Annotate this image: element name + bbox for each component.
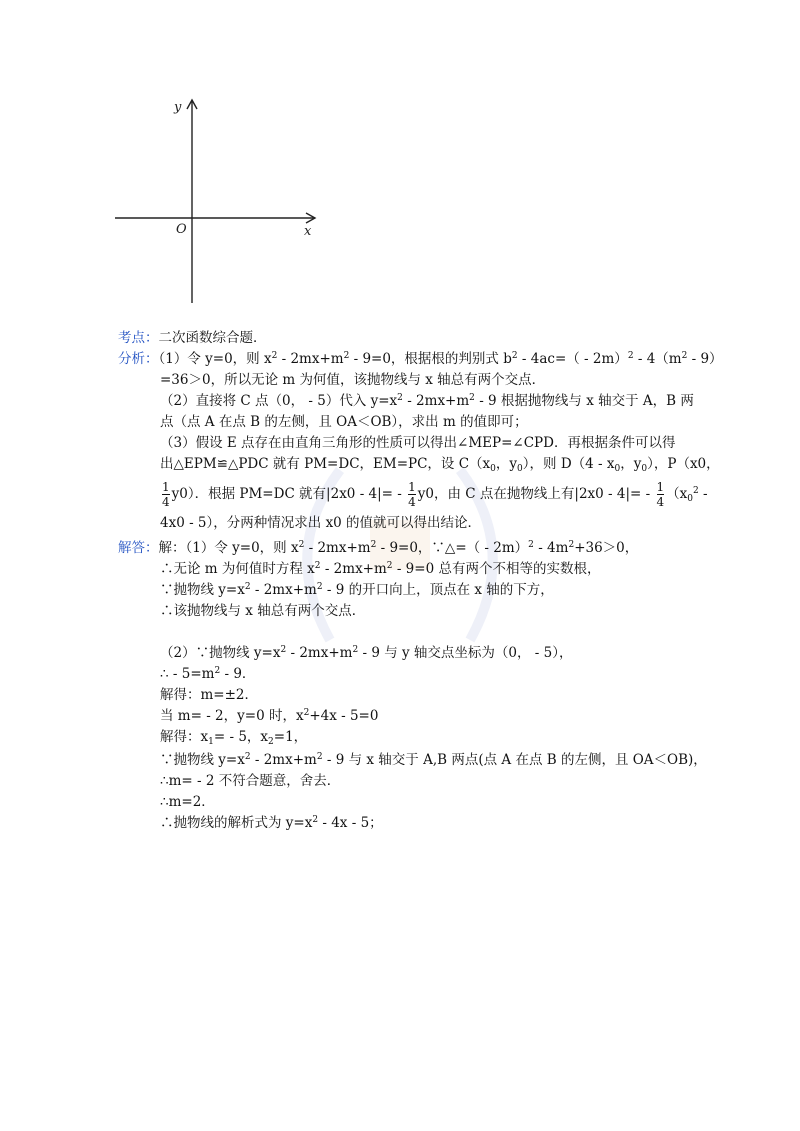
text-fragment: - 2mx+m: [250, 752, 317, 768]
fraction: [657, 480, 665, 509]
text-fragment: 1: [162, 480, 170, 494]
text-fragment: - 2mx+m: [286, 645, 353, 661]
text-fragment: 0: [614, 464, 621, 474]
text-fragment: （2）直接将 C 点（0， - 5）代入 y=x: [160, 393, 398, 409]
text-fragment: y0）．根据 PM=DC 就有|2x0 - 4|= -: [171, 486, 407, 502]
text-line: [118, 727, 688, 750]
text-fragment: 2: [568, 540, 575, 550]
text-line: [118, 328, 688, 349]
text-fragment: 1: [208, 737, 214, 747]
y-axis-label: y: [174, 100, 182, 115]
jieda-label: 解答：: [118, 540, 159, 556]
text-fragment: - 4（m: [633, 351, 682, 367]
text-fragment: 解：（1）令 y=0，则 x: [158, 540, 299, 556]
text-fragment: 2: [244, 752, 251, 762]
text-fragment: - 9=0 总有两个不相等的实数根，: [392, 561, 601, 577]
text-fragment: 当 m= - 2，y=0 时，x: [160, 708, 304, 724]
text-fragment: 2: [352, 645, 359, 655]
text-fragment: 2: [244, 582, 251, 592]
text-fragment: - 9 的开口向上，顶点在 x 轴的下方，: [322, 582, 554, 598]
text-line: [118, 559, 688, 580]
text-fragment: 2: [469, 393, 475, 403]
fenxi-label: 分析：: [118, 351, 159, 367]
origin-label: O: [176, 222, 187, 237]
text-fragment: - 4ac=（ - 2m）: [517, 351, 628, 367]
text-fragment: ∵抛物线 y=x: [160, 582, 245, 598]
text-fragment: （3）假设 E 点存在由直角三角形的性质可以得出∠MEP=∠CPD．再根据条件可以得: [160, 435, 676, 451]
text-fragment: 2: [627, 351, 634, 361]
text-fragment: y0，由 C 点在抛物线上有|2x0 - 4|= -: [417, 486, 655, 502]
text-fragment: 解得：x: [160, 729, 209, 745]
text-fragment: - 2mx+m: [402, 393, 470, 409]
text-line: [118, 813, 688, 834]
text-fragment: +36＞0，: [574, 540, 639, 556]
text-fragment: 1: [656, 480, 665, 494]
text-fragment: - 2mx+m: [277, 351, 344, 367]
text-fragment: 1: [408, 480, 416, 494]
coordinate-axes: [110, 95, 330, 314]
text-fragment: =1，: [273, 729, 308, 745]
text-line: [118, 622, 688, 643]
text-fragment: 2: [693, 486, 699, 496]
text-fragment: - 9=0，根据根的判别式 b: [349, 351, 512, 367]
text-fragment: 4: [656, 495, 665, 509]
text-fragment: - 9=0，∵△=（ - 2m）: [376, 540, 529, 556]
text-fragment: 2: [214, 666, 221, 676]
text-fragment: 2: [386, 561, 393, 571]
text-line: [118, 538, 688, 559]
text-line: [118, 391, 694, 412]
text-fragment: = - 5，x: [213, 729, 269, 745]
text-fragment: （x: [666, 486, 688, 502]
text-fragment: 2: [268, 737, 274, 747]
text-fragment: 0: [687, 494, 693, 504]
text-line: [118, 706, 688, 727]
text-fragment: ∵抛物线 y=x: [160, 752, 245, 768]
text-fragment: 2: [370, 540, 377, 550]
text-fragment: 2: [303, 708, 310, 718]
text-fragment: 2: [316, 752, 323, 762]
kaodian-section: [118, 328, 688, 349]
text-line: [118, 412, 688, 433]
text-fragment: 2: [316, 582, 323, 592]
text-fragment: 0: [517, 464, 523, 474]
text-line: [118, 792, 688, 813]
text-fragment: 0: [641, 464, 648, 474]
text-fragment: - 4x - 5；: [318, 815, 383, 831]
text-fragment: =36＞0，所以无论 m 为何值，该抛物线与 x 轴总有两个交点．: [160, 372, 546, 388]
text-fragment: - 4m: [533, 540, 569, 556]
text-fragment: 2: [511, 351, 518, 361]
text-fragment: ，y: [620, 456, 642, 472]
text-fragment: （1）令 y=0，则 x: [158, 351, 272, 367]
text-fragment: 2: [280, 645, 287, 655]
text-fragment: 2: [528, 540, 534, 550]
text-line: [118, 685, 688, 706]
text-line: [118, 601, 688, 622]
text-fragment: 2: [397, 393, 403, 403]
text-fragment: 2: [298, 540, 305, 550]
text-fragment: 4x0 - 5），分两种情况求出 x0 的值就可以得出结论．: [160, 515, 482, 531]
text-fragment: - 9 与 x 轴交于 A,B 两点(点 A 在点 B 的左侧，且 OA＜OB)，: [322, 752, 707, 768]
text-line: [118, 771, 688, 792]
text-fragment: 解得：m=±2．: [160, 687, 259, 703]
text-line: [118, 580, 688, 601]
text-line: [118, 750, 707, 771]
text-fragment: 2: [312, 815, 319, 825]
text-line: [118, 433, 688, 454]
text-fragment: - 2mx+m: [250, 582, 317, 598]
text-fragment: - 2mx+m: [304, 540, 371, 556]
x-axis-label: x: [304, 224, 312, 239]
text-fragment: ∴m=2．: [160, 794, 215, 810]
text-fragment: - 9 根据抛物线与 x 轴交于 A，B 两: [474, 393, 694, 409]
text-line: [118, 664, 688, 685]
text-line: [118, 513, 688, 534]
text-fragment: ∴抛物线的解析式为 y=x: [160, 815, 313, 831]
kaodian-text: 二次函数综合题．: [158, 330, 267, 346]
text-fragment: （2）∵抛物线 y=x: [160, 645, 281, 661]
text-fragment: 2: [681, 351, 688, 361]
text-line: [118, 643, 688, 664]
fenxi-section: [118, 349, 723, 534]
text-fragment: +4x - 5=0: [309, 708, 379, 724]
text-fragment: ∴ - 5=m: [160, 666, 215, 682]
text-fragment: ∴该抛物线与 x 轴总有两个交点．: [160, 603, 366, 619]
text-line: [118, 454, 720, 477]
kaodian-label: 考点：: [118, 330, 159, 346]
text-fragment: - 9．: [220, 666, 256, 682]
text-fragment: 出△EPM≌△PDC 就有 PM=DC，EM=PC，设 C（x: [160, 456, 491, 472]
text-fragment: 4: [162, 495, 170, 509]
text-fragment: ），P（x0，: [647, 456, 720, 472]
text-fragment: 4: [408, 495, 416, 509]
text-fragment: ），则 D（4 - x: [522, 456, 615, 472]
text-fragment: ，y: [495, 456, 518, 472]
text-fragment: - 9 与 y 轴交点坐标为（0， - 5），: [358, 645, 573, 661]
fraction: [408, 480, 416, 509]
text-fragment: -: [698, 486, 708, 502]
text-fragment: 点（点 A 在点 B 的左侧，且 OA＜OB），求出 m 的值即可；: [160, 414, 528, 430]
text-fragment: 0: [490, 464, 496, 474]
text-line: [118, 349, 723, 370]
text-fragment: - 2mx+m: [320, 561, 387, 577]
text-fragment: 2: [314, 561, 321, 571]
jieda-section: [118, 538, 707, 834]
text-fragment: ∴无论 m 为何值时方程 x: [160, 561, 315, 577]
text-fragment: 2: [343, 351, 350, 361]
text-fragment: ∴m= - 2 不符合题意，舍去．: [160, 773, 341, 789]
text-line: [118, 477, 708, 513]
text-fragment: - 9）: [687, 351, 723, 367]
fraction: [162, 480, 170, 509]
text-fragment: 2: [271, 351, 278, 361]
text-line: [118, 370, 688, 391]
